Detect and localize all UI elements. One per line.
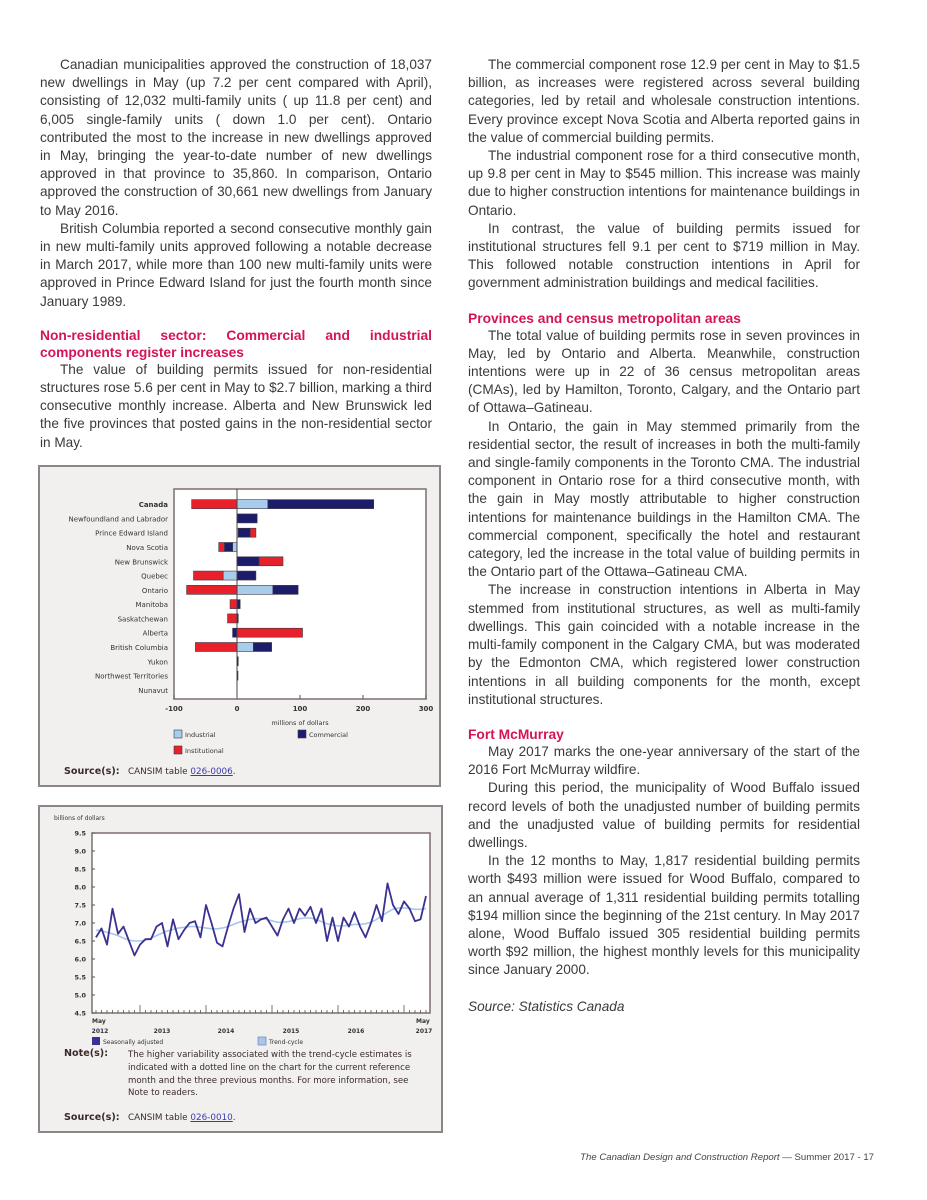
bar-segment: [238, 528, 250, 537]
legend-label: Commercial: [309, 731, 348, 739]
x-tick-label: 0: [234, 705, 240, 713]
right-column: [468, 56, 860, 1016]
x-tick-label: 2013: [153, 1028, 171, 1035]
bar-segment: [219, 543, 225, 552]
section-heading: Non-residential sector: Commercial and industrial components register increases: [40, 327, 432, 360]
paragraph: The industrial component rose for a third consecutive month, up 9.8 per cent in May to $545 million. This increase was mainly due to higher construction intentions for maintenance buildings in Ontario.: [468, 148, 860, 218]
y-tick-label: 4.5: [74, 1009, 86, 1018]
x-tick-label: 300: [418, 705, 434, 713]
x-tick-label: 200: [355, 705, 371, 713]
y-tick-label: 9.5: [74, 829, 86, 838]
paragraph: The total value of building permits rose in seven provinces in May, led by Ontario and Alberta. Meanwhile, construction intentions were up in 22 of 36 census metropolitan areas (CMAs), led by Hamilton, Toronto, Calgary, and the Ontario part of Ottawa–Gatineau.: [468, 327, 860, 416]
category-label: Yukon: [147, 658, 168, 667]
page-footer: [580, 1152, 874, 1163]
x-tick-label: 2017: [415, 1028, 433, 1035]
bar-segment: [237, 557, 259, 566]
line-chart-figure: [38, 805, 443, 1133]
bar-segment: [228, 614, 237, 623]
legend-label: Seasonally adjusted: [103, 1039, 164, 1046]
bar-chart: [40, 467, 443, 789]
source-credit: Source: Statistics Canada: [468, 998, 625, 1014]
section-heading: Provinces and census metropolitan areas: [468, 310, 741, 326]
bar-segment: [237, 571, 256, 580]
category-label: Ontario: [141, 586, 168, 595]
x-tick-label: 2012: [91, 1028, 109, 1035]
x-tick-label: 2015: [282, 1028, 300, 1035]
paragraph: During this period, the municipality of Wood Buffalo issued record levels of both the unadjusted number of building permits and the unadjusted value of building permits for residential dwellings.: [468, 780, 860, 850]
issue-and-page: — Summer 2017 - 17: [779, 1152, 874, 1163]
paragraph: The commercial component rose 12.9 per cent in May to $1.5 billion, as increases were registered across several building categories, led by retail and wholesale construction intentions. Every province except Nova Scotia and Alberta reported gains in the value of commercial building permits.: [468, 57, 860, 145]
category-label: Newfoundland and Labrador: [68, 515, 168, 524]
bar-segment: [259, 557, 283, 566]
category-label: British Columbia: [110, 644, 168, 652]
legend-swatch: [174, 730, 182, 738]
bar-segment: [273, 585, 298, 594]
bar-segment: [192, 500, 237, 509]
source-label: Source(s):: [64, 1112, 120, 1123]
category-label: Northwest Territories: [94, 672, 168, 681]
paragraph: British Columbia reported a second consecutive monthly gain in new multi-family units approved following a notable decrease in March 2017, while more than 100 new multi-family units were approved in Prince Edward Island for just the fourth month since January 1989.: [40, 220, 432, 309]
y-tick-label: 9.0: [74, 847, 86, 856]
source-text: CANSIM table 026-0010.: [128, 1113, 236, 1123]
paragraph: In the 12 months to May, 1,817 residential building permits worth $493 million were issued for Wood Buffalo, compared to an annual average of 1,311 residential building permits totalling $194 million since the beginning of the 21st century. In May 2017 alone, Wood Buffalo issued 305 residential building permits worth $92 million, the highest monthly levels for this municipality since January 2000.: [468, 853, 860, 978]
bar-segment: [237, 500, 268, 509]
section-heading: Fort McMurray: [468, 726, 564, 742]
plot-area: [92, 833, 430, 1013]
source-label: Source(s):: [64, 766, 120, 777]
bar-segment: [233, 543, 237, 552]
paragraph: The increase in construction intentions in Alberta in May stemmed from institutional structures, as well as multi-family dwellings. This gain coincided with a notable increase in the multi-family component in the Calgary CMA, but was moderated by the Edmonton CMA, which registered lower construction intentions in all building components for the month, except institutional structures.: [468, 582, 860, 707]
cansim-link[interactable]: 026-0006: [190, 767, 233, 777]
source-text: CANSIM table 026-0006.: [128, 767, 236, 777]
bar-segment: [250, 528, 256, 537]
y-tick-label: 6.0: [74, 955, 86, 964]
y-tick-label: 5.0: [74, 991, 86, 1000]
bar-segment: [195, 643, 237, 652]
bar-segment: [223, 571, 237, 580]
bar-segment: [268, 500, 374, 509]
category-label: Prince Edward Island: [95, 529, 168, 538]
note-text: The higher variability associated with the trend-cycle estimates is indicated with a dotted line on the chart for the current reference month and the three previous months. For more information, see Note to readers.: [128, 1050, 412, 1099]
paragraph: May 2017 marks the one-year anniversary of the start of the 2016 Fort McMurray wildfire.: [468, 743, 860, 778]
category-label: Quebec: [141, 572, 168, 581]
y-tick-label: 6.5: [74, 937, 86, 946]
paragraph: Canadian municipalities approved the construction of 18,037 new dwellings in May (up 7.2 per cent compared with April), consisting of 12,032 multi-family units ( up 11.8 per cent) and 6,005 single-family units ( down 1.0 per cent). Ontario contributed the most to the increase in new dwellings approved in May, bringing the year-to-date number of new dwellings approved in that province to 35,860. In comparison, Ontario approved the construction of 30,661 new dwellings from January to May 2016.: [40, 57, 432, 218]
category-label: Saskatchewan: [117, 615, 168, 624]
y-axis-label: billions of dollars: [54, 815, 105, 822]
category-label: New Brunswick: [114, 558, 168, 567]
y-tick-label: 8.5: [74, 865, 86, 874]
legend-swatch: [174, 746, 182, 754]
x-tick-label: 2016: [347, 1028, 365, 1035]
legend-label: Trend-cycle: [269, 1039, 304, 1046]
legend-swatch: [92, 1037, 100, 1045]
x-tick-label: 2014: [217, 1028, 235, 1035]
category-label: Manitoba: [135, 601, 168, 610]
legend-swatch: [298, 730, 306, 738]
legend-swatch: [258, 1037, 266, 1045]
x-tick-month: May: [92, 1018, 106, 1025]
category-label: Nunavut: [138, 686, 168, 695]
y-tick-label: 7.5: [74, 901, 86, 910]
bar-segment: [237, 514, 257, 523]
bar-segment: [237, 628, 303, 637]
bar-segment: [194, 571, 224, 580]
y-tick-label: 7.0: [74, 919, 86, 928]
bar-segment: [224, 543, 232, 552]
paragraph: In Ontario, the gain in May stemmed primarily from the residential sector, the result of increases in both the multi-family and single-family components in the Toronto CMA. The industrial component in Ontario rose for a third consecutive month, with the gain in May mostly attributable to higher construction intentions for maintenance buildings in the Hamilton CMA. The commercial component, specifically the hotel and restaurant category, led the increase in the total value of building permits in the Ontario part of the Ottawa–Gatineau CMA.: [468, 418, 860, 580]
legend-label: Industrial: [185, 731, 216, 739]
category-label: Nova Scotia: [126, 544, 168, 552]
paragraph: In contrast, the value of building permits issued for institutional structures fell 9.1 per cent to $719 million in May. This followed notable construction intentions in April for government administration buildings and medical facilities.: [468, 220, 860, 291]
legend-label: Institutional: [185, 747, 224, 755]
x-tick-month: May: [416, 1018, 430, 1025]
bar-segment: [237, 643, 253, 652]
y-tick-label: 5.5: [74, 973, 86, 982]
publication-title: The Canadian Design and Construction Report: [580, 1152, 780, 1163]
y-tick-label: 8.0: [74, 883, 86, 892]
paragraph: The value of building permits issued for non-residential structures rose 5.6 per cent in May to $2.7 billion, marking a third consecutive monthly increase. Alberta and New Brunswick led the five provinces that posted gains in the non-residential sector in May.: [40, 361, 432, 450]
note-label: Note(s):: [64, 1048, 109, 1059]
x-tick-label: 100: [292, 705, 308, 713]
category-label: Alberta: [142, 629, 168, 638]
left-column: [40, 56, 432, 452]
bar-segment: [237, 585, 273, 594]
category-label: Canada: [138, 501, 168, 510]
bar-segment: [233, 628, 237, 637]
bar-segment: [230, 600, 237, 609]
x-axis-label: millions of dollars: [271, 719, 329, 727]
x-tick-label: -100: [165, 705, 183, 713]
bar-chart-figure: [38, 465, 441, 787]
bar-segment: [187, 585, 237, 594]
bar-segment: [253, 643, 271, 652]
cansim-link[interactable]: 026-0010: [190, 1113, 233, 1123]
